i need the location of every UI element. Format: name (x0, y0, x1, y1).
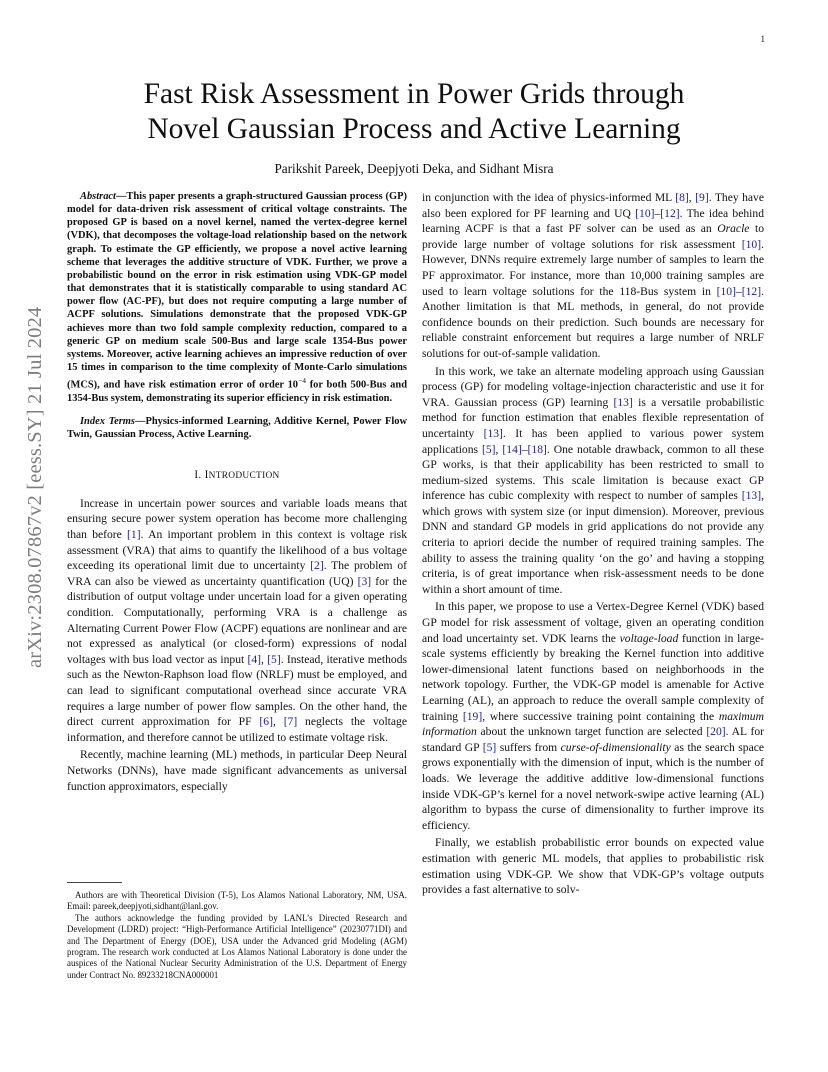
paper-title (66, 77, 762, 147)
abstract-exponent: −4 (298, 376, 306, 386)
citation-link[interactable]: [2] (310, 559, 324, 573)
right-paragraph-2 (422, 364, 764, 598)
text-run: . The problem of VRA can also be viewed as uncertainty quantification (UQ) (67, 559, 407, 588)
text-run: – (521, 442, 528, 456)
section-numeral: I. (194, 469, 205, 482)
citation-link[interactable]: [10] (635, 206, 655, 220)
right-paragraph-3 (422, 599, 764, 833)
text-run: In this paper, we propose to use a Vertex-Degree Kernel (VDK) based GP model for risk assessment of voltage, given an operating condition and load uncertainty set. VDK learns the (422, 600, 764, 645)
citation-link[interactable]: [7] (283, 715, 298, 729)
text-run: in conjunction with the idea of physics-informed ML (422, 191, 676, 204)
intro-paragraph-1 (67, 496, 407, 746)
paper-title-line-2: Novel Gaussian Process and Active Learning (147, 113, 681, 145)
index-terms (67, 415, 407, 441)
emphasis-voltage-load: voltage-load (619, 631, 679, 645)
citation-link[interactable]: [6] (259, 715, 273, 729)
emphasis-oracle: Oracle (717, 222, 750, 236)
index-terms-label: Index Terms (80, 415, 135, 427)
emphasis-max-info: maximum information (422, 709, 764, 739)
author-list: Parikshit Pareek, Deepjyoti Deka, and Sidhant Misra (274, 161, 554, 176)
abstract-label: Abstract (80, 191, 116, 202)
citation-link[interactable]: [14] (502, 442, 522, 456)
citation-link[interactable]: [12] (660, 206, 680, 220)
footnote-funding: The authors acknowledge the funding provided by LANL’s Directed Research and Development (LDRD) project: “High-Performance Artificial Intelligence” (20230771DI) and and The Department of Energy (DOE), USA under the Advanced grid Modeling (AGM) program. The research work conducted at Los Alamos National Laboratory is done under the auspices of the National Nuclear Security Administration of the U.S. Department of Energy under Contract No. 89233218CNA000001 (67, 912, 407, 980)
text-run: – (654, 206, 661, 220)
citation-link[interactable]: [13] (483, 426, 503, 440)
abstract (67, 190, 407, 405)
citation-link[interactable]: [8] (675, 191, 689, 204)
citation-link[interactable]: [19] (462, 709, 483, 723)
text-run: . AL for standard GP (422, 725, 764, 754)
footnotes (67, 890, 407, 981)
citation-link[interactable]: [18] (527, 442, 547, 456)
citation-link[interactable]: [9] (695, 191, 709, 204)
index-terms-text: —Physics-informed Learning, Additive Kernel, Power Flow Twin, Gaussian Process, Active Learning. (67, 415, 407, 441)
left-column (67, 190, 407, 794)
abstract-tail: for both 500-Bus and 1354-Bus system, demonstrating its superior efficiency in risk estimation. (67, 379, 407, 404)
citation-link[interactable]: [20] (706, 725, 726, 739)
text-run: function in large-scale systems efficiently by breaking the Kernel function into additive lower-dimensional latent functions based on neighborhoods in the network topology. Further, the VDK-GP model is amenable for Active Learning (AL), an approach to reduce the overall sample complexity of training (422, 631, 765, 723)
text-run: . They have also been explored for PF learning and UQ (422, 191, 764, 220)
page-number: 1 (760, 34, 765, 44)
text-run: , which grows with system size (or input dimension). Moreover, previous DNN and standard GP models in grid applications do not provide any criteria to apriori decide the number of required training samples. The ability to assess the training quality ‘on the go’ and having a stopping criteria, is of great importance when risk-assessment needs to be done within a short amount of time. (422, 489, 764, 596)
citation-link[interactable]: [5] (267, 652, 281, 666)
text-run: . However, DNNs require extremely large number of samples to learn the PF approximator. For instance, more than 10,000 training samples are used to learn voltage solutions for the 118-Bus system in (422, 237, 764, 298)
citation-link[interactable]: [10] (716, 284, 736, 298)
footnote-rule (67, 882, 122, 883)
text-run: , where successive training point containing the (482, 709, 719, 723)
section-first-letter: I (204, 469, 209, 482)
text-run: for the distribution of output voltage under uncertain load for a given operating condition. Computationally, performing VRA is a challenge as Alternating Current Power Flow (ACPF) equations are nonlinear and are not expressed as analytical (or closed-form) expressions of nodal voltages with bus load vector as input (67, 574, 407, 666)
text-run: , (261, 652, 268, 666)
text-run: . An important problem in this context is voltage risk assessment (VRA) that aims to quantify the likelihood of a bus voltage exceeding its operational limit due to uncertainty (67, 528, 407, 573)
citation-link[interactable]: [5] (482, 740, 497, 754)
text-run: , (495, 442, 503, 456)
text-run: is a versatile probabilistic method for function estimation that enables flexible representation of uncertainty (422, 395, 765, 440)
section-heading-introduction (67, 468, 407, 485)
paper-title-line-1: Fast Risk Assessment in Power Grids through (143, 78, 685, 110)
citation-link[interactable]: [5] (482, 442, 496, 456)
text-run: , (272, 715, 284, 729)
citation-link[interactable]: [1] (127, 528, 141, 542)
text-run: In this work, we take an alternate modeling approach using Gaussian process (GP) for modeling voltage-injection characteristic and use it for VRA. Gaussian process (GP) learning (422, 364, 764, 409)
text-run: , (688, 191, 696, 204)
text-run: . The idea behind learning ACPF is that a fast PF solver can be used as an (422, 206, 764, 236)
citation-link[interactable]: [3] (357, 574, 372, 588)
text-run: . Instead, iterative methods such as the Newton-Raphson load flow (NRLF) must be employed, and can lead to significant computational overhead since accurate VRA requires a large number of power flow samples. On the other hand, the direct current approximation for PF (67, 652, 408, 729)
emphasis-curse: curse-of-dimensionality (560, 740, 671, 754)
citation-link[interactable]: [13] (613, 395, 633, 409)
right-column (422, 190, 764, 898)
text-run: . It has been applied to various power system applications (422, 426, 764, 456)
text-run: Increase in uncertain power sources and variable loads means that ensuring secure power system operation has become more challenging than before (67, 496, 407, 542)
text-run: about the unknown target function are selected (476, 725, 707, 739)
text-run: . One notable drawback, common to all these GP works, is that their applicability has been restricted to small to medium-sized systems. This scale limitation is because exact GP inference has cubic complexity with respect to number of samples (422, 442, 764, 503)
text-run: . Another limitation is that ML methods, in general, do not provide confidence bounds on their prediction. Such bounds are necessary for reliable constraint enforcement but requires a large number of NRLF solutions for out-of-sample validation. (422, 284, 764, 360)
citation-link[interactable]: [13] (741, 489, 762, 503)
arxiv-stamp (24, 288, 54, 668)
text-run: suffers from (496, 740, 561, 754)
section-rest: NTRODUCTION (208, 471, 280, 482)
text-run: neglects the voltage information, and therefore cannot be utilized to estimate voltage risk. (67, 715, 407, 744)
text-run: as the search space grows exponentially with the dimension of input, which is the number of loads. We leverage the additive additive low-dimensional functions inside VDK-GP’s kernel for a novel network-swipe active learning (AL) algorithm to bypass the curse of dimensionality to further improve its efficiency. (422, 740, 765, 832)
abstract-text: —This paper presents a graph-structured Gaussian process (GP) model for data-driven risk assessment of critical voltage constraints. The proposed GP is based on a novel kernel, named the vertex-degree kernel (VDK), that decomposes the voltage-load relationship based on the network graph. To estimate the GP efficiently, we propose a novel active learning scheme that leverages the additive structure of VDK. Further, we prove a probabilistic bound on the error in risk estimation using VDK-GP model that demonstrates that it is statistically comparable to using standard AC power flow (AC-PF), but does not require computing a large number of ACPF solutions. Simulations demonstrate that the proposed VDK-GP achieves more than two fold sample complexity reduction, compared to a generic GP on medium scale 500-Bus and large scale 1354-Bus power systems. Moreover, active learning achieves an impressive reduction of over 15 times in comparison to the time complexity of Monte-Carlo simulations (MCS), and have risk estimation error of order 10 (67, 191, 407, 391)
text-run: to provide large number of voltage solutions for risk assessment (422, 222, 764, 251)
arxiv-stamp-text: arXiv:2308.07867v2 [eess.SY] 21 Jul 2024 (24, 306, 46, 668)
citation-link[interactable]: [4] (247, 652, 262, 666)
citation-link[interactable]: [12] (741, 284, 762, 298)
footnote-affiliation: Authors are with Theoretical Division (T-5), Los Alamos National Laboratory, NM, USA. Email: pareek,deepjyoti,sidhant@lanl.gov. (67, 890, 407, 912)
text-run: – (735, 284, 742, 298)
intro-paragraph-2: Recently, machine learning (ML) methods, in particular Deep Neural Networks (DNNs), have made significant advancements as universal function approximators, especially (67, 748, 407, 793)
right-paragraph-1 (422, 190, 764, 362)
citation-link[interactable]: [10] (741, 237, 762, 251)
right-paragraph-4: Finally, we establish probabilistic error bounds on expected value estimation with generic ML models, that applies to probabilistic risk estimation using VDK-GP. We show that VDK-GP’s voltage outputs provides a fast alternative to solv- (422, 836, 764, 897)
